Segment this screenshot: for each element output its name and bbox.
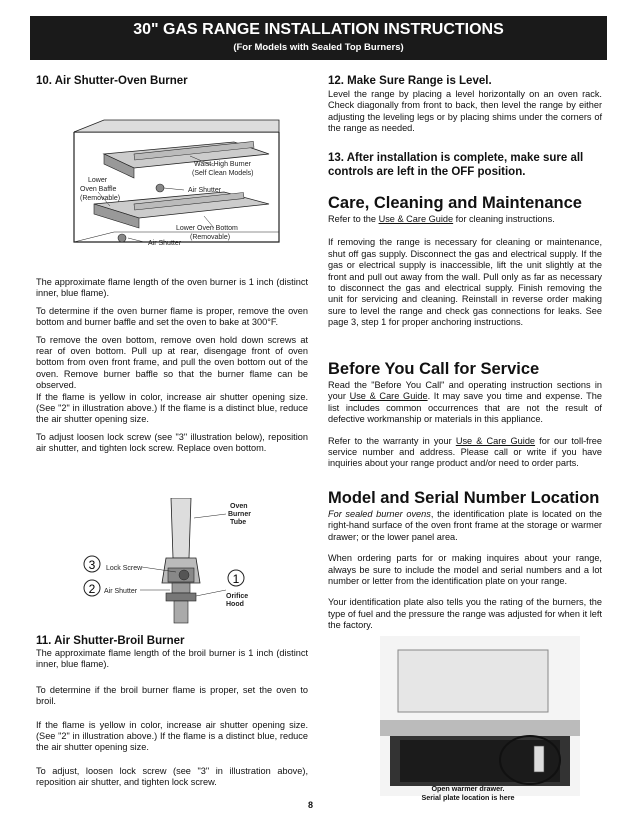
orifice-illustration [76, 498, 276, 626]
use-care-guide-link[interactable]: Use & Care Guide [349, 391, 428, 402]
photo-caption [388, 784, 548, 802]
paragraph: Read the "Before You Call" and operating instruction sections in your Use & Care Guide. It may save you time and expense. The list includes common occurrences that are not the result of defective workmanship or materials in this appliance. [328, 380, 602, 425]
service-heading: Before You Call for Service [328, 360, 540, 378]
label-lock-screw: Lock Screw [106, 565, 143, 572]
label-air-shutter: Air Shutter [104, 588, 138, 595]
left-text-block-1 [36, 277, 308, 455]
paragraph: The approximate flame length of the oven burner is 1 inch (distinct inner, blue flame). [36, 277, 308, 299]
caption-text: Open warmer drawer. Serial plate location is here [421, 784, 515, 802]
label-air-shutter-lower: Air Shutter [148, 240, 182, 247]
paragraph: To determine if the broil burner flame is proper, set the oven to broil. [36, 684, 308, 707]
paragraph: Level the range by placing a level horizontally on an oven rack. Check diagonally from front to back, then level the range by either adjusting the leveling legs or by placing shims under the corners of the range as needed. [328, 89, 602, 134]
left-text-block-2 [36, 648, 308, 789]
paragraph: If the flame is yellow in color, increase air shutter opening size. (See "2" in illustration above.) If the flame is a distinct blue, reduce the air shutter opening size. [36, 719, 308, 753]
care-heading: Care, Cleaning and Maintenance [328, 194, 582, 212]
model-heading: Model and Serial Number Location [328, 489, 600, 507]
section-13-title: 13. After installation is complete, make sure all controls are left in the OFF position. [328, 152, 584, 178]
paragraph: When ordering parts for or making inquires about your range, always be sure to include the model and serial numbers and a lot number or letter from the identification plate on your range. [328, 553, 602, 587]
callout-2: 2 [88, 582, 96, 596]
label-lower-oven-bottom: Lower Oven Bottom (Removable) [176, 225, 238, 241]
page-subtitle: (For Models with Sealed Top Burners) [233, 42, 404, 53]
callout-1: 1 [232, 572, 240, 586]
use-care-guide-link[interactable]: Use & Care Guide [455, 435, 536, 446]
paragraph: For sealed burner ovens, the identification plate is located on the right-hand surface of the oven front frame at the storage or warmer drawer; or the lower panel area. [328, 509, 602, 542]
oven-burner-illustration [64, 92, 284, 264]
section-11-title: 11. Air Shutter-Broil Burner [36, 635, 185, 647]
paragraph: To remove the oven bottom, remove oven hold down screws at rear of oven bottom. Pull up at rear, disengage front of oven bottom from oven front frame, and pull the oven bottom out of the oven. Remove burner baffle so that the burner flame can be observed. [36, 334, 308, 391]
section-12-title: 12. Make Sure Range is Level. [328, 75, 492, 87]
paragraph: To determine if the oven burner flame is proper, remove the oven bottom and burner baffle and set the oven to bake at 300°F. [36, 305, 308, 328]
service-text [328, 380, 602, 470]
label-lower-oven-baffle: Lower Oven Baffle (Removable) [80, 177, 121, 202]
callout-3: 3 [88, 558, 96, 572]
page-header [30, 16, 607, 60]
label-waist-high-burner: Waist-High Burner (Self Clean Models) [192, 161, 254, 177]
label-oven-burner-tube: Oven Burner Tube [228, 503, 251, 526]
right-text-block-1 [328, 89, 602, 135]
paragraph: If removing the range is necessary for cleaning or maintenance, shut off gas supply. Disconnect the gas and electrical supply. If the gas or electrical supply is inaccessible, lift the unit slightly at the front and pull out away from the wall. Pull only as far as necessary to disconnect the gas and electrical supply. Finish removing the unit for servicing and cleaning. Reinstall in reverse order making sure to level the range and check gas connections for leaks. See page 3, step 1 for proper anchoring instructions. [328, 237, 602, 328]
warmer-drawer-photo [380, 636, 580, 796]
page-number: 8 [308, 800, 314, 810]
paragraph: If the flame is yellow in color, increase air shutter opening size. (See "2" in illustration above.) If the flame is a distinct blue, reduce the air shutter opening size. [36, 391, 308, 425]
use-care-guide-link[interactable]: Use & Care Guide [378, 214, 454, 224]
paragraph: Refer to the warranty in your Use & Care Guide for our toll-free service number and address. Please call or write if you have inquiries about your range product and/or need to order parts. [328, 435, 603, 469]
paragraph: To adjust, loosen lock screw (see "3" in illustration above), reposition air shutter, and tighten lock screw. [36, 765, 308, 788]
paragraph: Your identification plate also tells you the rating of the burners, the type of fuel and the pressure the range was adjusted for when it left the factory. [328, 597, 602, 631]
model-text [328, 509, 602, 632]
section-10-title: 10. Air Shutter-Oven Burner [36, 75, 188, 87]
label-air-shutter-upper: Air Shutter [188, 187, 222, 194]
paragraph: Refer to the Use & Care Guide for cleaning instructions. [328, 214, 555, 224]
care-text [328, 214, 602, 329]
paragraph: To adjust loosen lock screw (see "3" illustration below), reposition air shutter, and tighten lock screw. Replace oven bottom. [36, 431, 308, 454]
label-orifice-hood: Orifice Hood [226, 593, 249, 608]
paragraph: The approximate flame length of the broil burner is 1 inch (distinct inner, blue flame). [36, 648, 308, 670]
page-title: 30" GAS RANGE INSTALLATION INSTRUCTIONS [133, 21, 504, 38]
